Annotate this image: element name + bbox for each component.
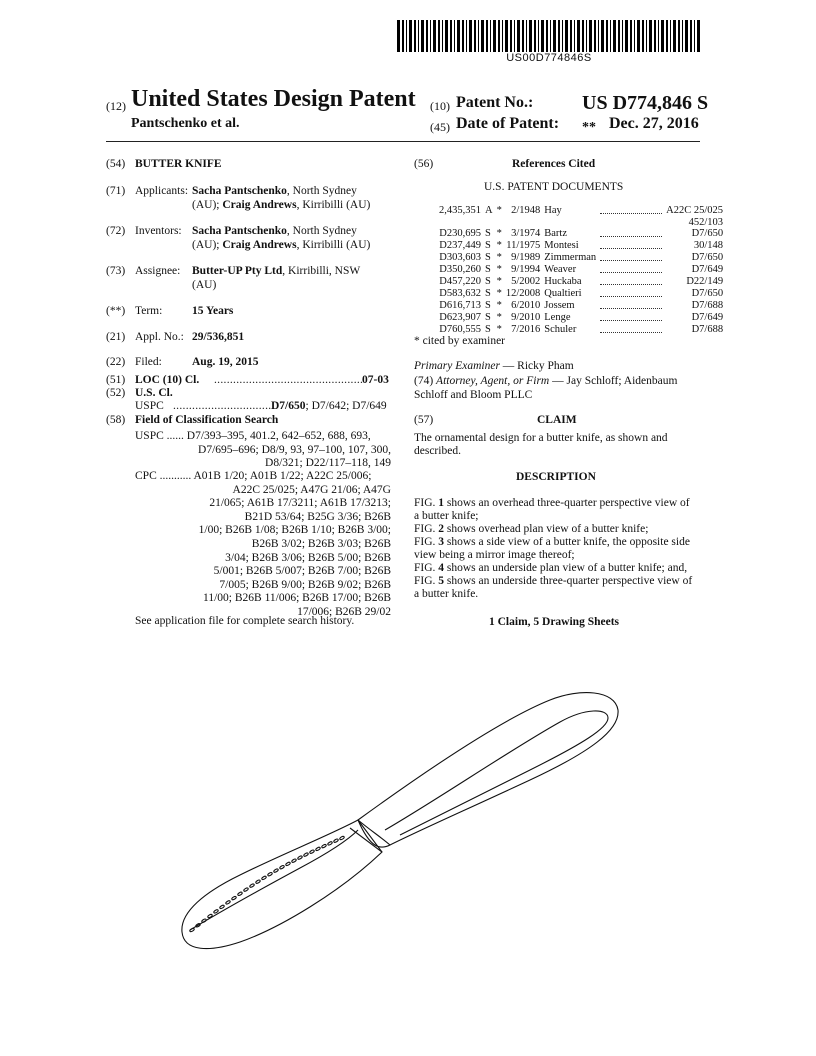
- barcode-bar: [490, 20, 491, 52]
- barcode-bar: [550, 20, 551, 52]
- reference-kind: S: [485, 240, 491, 251]
- barcode-bar: [433, 20, 436, 52]
- cpc-line: A22C 25/025; A47G 21/06; A47G: [232, 483, 391, 496]
- barcode-bar: [678, 20, 680, 52]
- reference-date: 7/2016: [511, 324, 541, 335]
- barcode-bar: [658, 20, 659, 52]
- authors: Pantschenko et al.: [131, 116, 240, 131]
- field-code-57: (57): [414, 414, 434, 426]
- barcode-bar: [666, 20, 668, 52]
- reference-leader: [598, 264, 664, 276]
- butter-knife-figure: [170, 680, 640, 980]
- barcode-bar: [493, 20, 496, 52]
- serration-tooth: [189, 928, 194, 932]
- reference-class: D22/149: [686, 276, 724, 287]
- barcode-bar: [606, 20, 608, 52]
- applicants-line-2: (AU); Craig Andrews, Kirribilli (AU): [192, 199, 371, 211]
- serration-tooth: [201, 918, 206, 922]
- inventors-line-1: Sacha Pantschenko, North Sydney: [192, 225, 357, 237]
- field-code-term: (**): [106, 305, 126, 317]
- reference-number: [437, 217, 483, 228]
- reference-date: 12/2008: [505, 288, 541, 299]
- date-term-marker: **: [582, 120, 596, 135]
- field-code-45: (45): [430, 120, 450, 134]
- reference-name: Lenge: [544, 312, 571, 323]
- barcode: [397, 20, 701, 52]
- serration-tooth: [291, 858, 296, 862]
- description-line: FIG. 2 shows overhead plan view of a butter knife;: [414, 523, 649, 535]
- cpc-line: CPC ........... A01B 1/20; A01B 1/22; A22C 25/006;: [135, 470, 372, 482]
- reference-number: D457,220: [439, 276, 481, 287]
- uspc-line: D8/321; D22/117–118, 149: [265, 457, 391, 470]
- field-code-73: (73): [106, 265, 126, 277]
- reference-number: D237,449: [439, 240, 481, 251]
- serration-tooth: [219, 905, 224, 909]
- reference-class: D7/688: [691, 300, 724, 311]
- reference-row: [437, 276, 725, 288]
- reference-class: D7/649: [691, 264, 724, 275]
- reference-date: 9/2010: [511, 312, 541, 323]
- field-search-label: Field of Classification Search: [135, 414, 279, 426]
- serration-tooth: [285, 862, 290, 866]
- serration-tooth: [249, 883, 254, 887]
- appl-no-value: 29/536,851: [192, 331, 245, 343]
- barcode-bar: [409, 20, 412, 52]
- barcode-bar: [630, 20, 632, 52]
- barcode-bar: [625, 20, 628, 52]
- field-code-71: (71): [106, 185, 126, 197]
- field-code-12: (12): [106, 99, 126, 113]
- reference-row: [437, 228, 725, 240]
- description-line: FIG. 1 shows an overhead three-quarter perspective view of: [414, 497, 690, 509]
- reference-number: D616,713: [439, 300, 481, 311]
- uspc-label: USPC: [135, 400, 164, 412]
- reference-row: [437, 240, 725, 252]
- barcode-bar: [565, 20, 568, 52]
- knife-handle-outline: [358, 693, 618, 848]
- barcode-bar: [426, 20, 428, 52]
- reference-name: Bartz: [544, 228, 568, 239]
- barcode-bar: [526, 20, 527, 52]
- reference-name: Schuler: [544, 324, 577, 335]
- barcode-bar: [414, 20, 416, 52]
- reference-kind: S: [485, 264, 491, 275]
- reference-kind: S: [485, 324, 491, 335]
- assignee-label: Assignee:: [135, 265, 181, 277]
- field-code-10: (10): [430, 99, 450, 113]
- serration-tooth: [333, 838, 338, 842]
- reference-number: D583,632: [439, 288, 481, 299]
- claims-sheets-summary: 1 Claim, 5 Drawing Sheets: [489, 616, 620, 628]
- serration-tooth: [321, 844, 326, 848]
- uspc-leader-dots: ...............................: [173, 400, 272, 412]
- cpc-line: 5/001; B26B 5/007; B26B 7/00; B26B: [213, 565, 391, 578]
- loc-label: LOC (10) Cl.: [135, 374, 200, 386]
- barcode-bar: [538, 20, 539, 52]
- barcode-bar: [654, 20, 656, 52]
- reference-leader: [598, 300, 664, 312]
- reference-date: 9/1989: [511, 252, 541, 263]
- reference-date: 5/2002: [511, 276, 541, 287]
- reference-row: [437, 205, 725, 217]
- reference-class: D7/650: [691, 288, 724, 299]
- barcode-bar: [646, 20, 647, 52]
- field-code-52: (52): [106, 387, 126, 399]
- knife-blade-outline: [182, 820, 382, 949]
- reference-star: *: [496, 264, 502, 275]
- references-title: References Cited: [512, 158, 596, 170]
- reference-number: D623,907: [439, 312, 481, 323]
- barcode-bar: [474, 20, 476, 52]
- description-line: FIG. 3 shows a side view of a butter knife, the opposite side: [414, 536, 690, 548]
- barcode-bar: [637, 20, 640, 52]
- barcode-bar: [462, 20, 464, 52]
- barcode-bar: [541, 20, 544, 52]
- serration-tooth: [327, 841, 332, 845]
- references-table: [437, 205, 725, 336]
- reference-date: 3/1974: [511, 228, 541, 239]
- loc-value: 07-03: [362, 374, 389, 386]
- serration-tooth: [309, 849, 314, 853]
- barcode-bar: [534, 20, 536, 52]
- field-code-58: (58): [106, 414, 126, 426]
- reference-leader: [598, 240, 664, 252]
- barcode-bar: [642, 20, 644, 52]
- barcode-bar: [622, 20, 623, 52]
- reference-date: [504, 217, 542, 228]
- reference-kind: S: [485, 276, 491, 287]
- barcode-bar: [486, 20, 488, 52]
- field-code-21: (21): [106, 331, 126, 343]
- reference-date: 6/2010: [511, 300, 541, 311]
- reference-name: Montesi: [544, 240, 579, 251]
- barcode-bar: [442, 20, 443, 52]
- barcode-bar: [685, 20, 688, 52]
- reference-star: *: [496, 205, 502, 216]
- claim-title: CLAIM: [537, 414, 577, 426]
- serration-tooth: [273, 868, 278, 872]
- barcode-bar: [397, 20, 400, 52]
- barcode-bar: [505, 20, 508, 52]
- barcode-bar: [418, 20, 419, 52]
- loc-leader-dots: ...............................................: [214, 374, 364, 386]
- barcode-bar: [529, 20, 532, 52]
- us-cl-label: U.S. Cl.: [135, 387, 173, 399]
- barcode-bar: [481, 20, 484, 52]
- barcode-bar: [510, 20, 512, 52]
- term-value: 15 Years: [192, 305, 234, 317]
- reference-star: *: [496, 288, 502, 299]
- reference-name: Hay: [544, 205, 562, 216]
- barcode-bar: [601, 20, 604, 52]
- reference-kind: A: [485, 205, 493, 216]
- barcode-bar: [697, 20, 700, 52]
- barcode-bar: [498, 20, 500, 52]
- barcode-bar: [634, 20, 635, 52]
- uspc-line: D7/695–696; D8/9, 93, 97–100, 107, 300,: [198, 443, 391, 456]
- reference-name: Huckaba: [544, 276, 582, 287]
- cpc-line: 17/006; B26B 29/02: [297, 606, 391, 618]
- barcode-bar: [438, 20, 440, 52]
- cpc-line: B26B 3/02; B26B 3/03; B26B: [251, 538, 391, 550]
- us-patent-docs-title: U.S. PATENT DOCUMENTS: [484, 181, 624, 193]
- reference-number: D350,260: [439, 264, 481, 275]
- reference-leader: [598, 276, 664, 288]
- reference-leader: [598, 312, 664, 324]
- serration-tooth: [237, 892, 242, 896]
- cpc-line: 21/065; A61B 17/3211; A61B 17/3213;: [209, 497, 391, 510]
- reference-kind: [483, 217, 495, 228]
- reference-kind: S: [485, 300, 491, 311]
- cpc-line: 7/005; B26B 9/00; B26B 9/02; B26B: [219, 578, 391, 591]
- barcode-bar: [502, 20, 503, 52]
- barcode-bar: [466, 20, 467, 52]
- serration-tooth: [279, 865, 284, 869]
- barcode-bar: [469, 20, 472, 52]
- barcode-bar: [577, 20, 580, 52]
- barcode-bar: [594, 20, 596, 52]
- reference-star: [495, 217, 504, 228]
- barcode-bar: [661, 20, 664, 52]
- reference-star: *: [496, 240, 502, 251]
- barcode-bar: [570, 20, 572, 52]
- reference-star: *: [496, 276, 502, 287]
- reference-class: D7/650: [691, 252, 724, 263]
- reference-kind: S: [485, 228, 491, 239]
- inventors-line-2: (AU); Craig Andrews, Kirribilli (AU): [192, 239, 371, 251]
- barcode-bar: [598, 20, 599, 52]
- barcode-bar: [670, 20, 671, 52]
- reference-row: [437, 312, 725, 324]
- filed-value: Aug. 19, 2015: [192, 356, 259, 368]
- reference-star: *: [496, 312, 502, 323]
- barcode-bar: [478, 20, 479, 52]
- reference-kind: S: [485, 312, 491, 323]
- reference-leader: [598, 217, 664, 228]
- reference-kind: S: [485, 288, 491, 299]
- description-line: a butter knife.: [414, 588, 479, 600]
- reference-name: Qualtieri: [544, 288, 582, 299]
- claim-text: The ornamental design for a butter knife, as shown and described.: [414, 432, 668, 457]
- attorney-line-1: (74) Attorney, Agent, or Firm — Jay Schloff; Aidenbaum: [414, 375, 678, 387]
- barcode-bar: [522, 20, 524, 52]
- barcode-number: US00D774846S: [506, 52, 592, 64]
- date-label: Date of Patent:: [456, 115, 560, 132]
- barcode-bar: [421, 20, 424, 52]
- design-title: BUTTER KNIFE: [135, 158, 222, 170]
- reference-star: *: [496, 300, 502, 311]
- reference-leader: [598, 324, 664, 336]
- barcode-bar: [682, 20, 683, 52]
- assignee-line-2: (AU): [192, 279, 217, 291]
- inventors-label: Inventors:: [135, 225, 182, 237]
- barcode-bar: [649, 20, 652, 52]
- reference-class: A22C 25/025: [666, 205, 724, 216]
- search-history-note: See application file for complete search history.: [135, 615, 355, 627]
- barcode-bar: [454, 20, 455, 52]
- barcode-bar: [406, 20, 407, 52]
- field-code-54: (54): [106, 158, 126, 170]
- field-code-56: (56): [414, 158, 434, 170]
- reference-name: Zimmerman: [544, 252, 597, 263]
- serration-tooth: [303, 852, 308, 856]
- reference-name: [542, 217, 598, 228]
- assignee-line-1: Butter-UP Pty Ltd, Kirribilli, NSW: [192, 265, 361, 277]
- applicants-label: Applicants:: [135, 185, 189, 197]
- barcode-bar: [558, 20, 560, 52]
- primary-examiner: Primary Examiner — Ricky Pham: [414, 360, 574, 372]
- reference-leader: [598, 205, 664, 217]
- barcode-bar: [553, 20, 556, 52]
- description-text: [414, 497, 704, 601]
- reference-leader: [598, 288, 664, 300]
- field-code-22: (22): [106, 356, 126, 368]
- reference-leader: [598, 252, 664, 264]
- serration-tooth: [243, 887, 248, 891]
- serration-tooth: [225, 900, 230, 904]
- barcode-bar: [613, 20, 616, 52]
- reference-class: D7/688: [691, 324, 724, 335]
- knife-handle-inner: [385, 711, 608, 835]
- barcode-bar: [694, 20, 695, 52]
- barcode-bar: [546, 20, 548, 52]
- serration-tooth: [255, 879, 260, 883]
- patent-number: US D774,846 S: [582, 92, 709, 114]
- field-code-72: (72): [106, 225, 126, 237]
- filed-label: Filed:: [135, 356, 162, 368]
- uspc-line: USPC ...... D7/393–395, 401.2, 642–652, 688, 693,: [135, 430, 371, 442]
- term-label: Term:: [135, 305, 163, 317]
- barcode-bar: [430, 20, 431, 52]
- reference-name: Weaver: [544, 264, 577, 275]
- barcode-bar: [690, 20, 692, 52]
- reference-row: [437, 264, 725, 276]
- applicants-line-1: Sacha Pantschenko, North Sydney: [192, 185, 357, 197]
- reference-row: [437, 288, 725, 300]
- serration-tooth: [231, 896, 236, 900]
- description-line: a butter knife;: [414, 510, 479, 522]
- description-line: view being a mirror image thereof;: [414, 549, 575, 561]
- patent-number-label: Patent No.:: [456, 94, 534, 111]
- barcode-bar: [402, 20, 404, 52]
- serration-tooth: [213, 909, 218, 913]
- serration-tooth: [261, 876, 266, 880]
- reference-kind: S: [485, 252, 491, 263]
- reference-star: *: [496, 252, 502, 263]
- serration-tooth: [297, 855, 302, 859]
- reference-number: 2,435,351: [439, 205, 481, 216]
- cpc-line: 1/00; B26B 1/08; B26B 1/10; B26B 3/00;: [198, 524, 391, 537]
- reference-row: [437, 300, 725, 312]
- barcode-bar: [450, 20, 452, 52]
- knife-serrations: [189, 836, 344, 932]
- reference-row: [437, 217, 725, 228]
- reference-row: [437, 252, 725, 264]
- cpc-line: 3/04; B26B 3/06; B26B 5/00; B26B: [225, 551, 391, 564]
- barcode-bar: [517, 20, 520, 52]
- serration-tooth: [315, 847, 320, 851]
- barcode-bar: [514, 20, 515, 52]
- reference-class: D7/650: [691, 228, 724, 239]
- field-code-51: (51): [106, 374, 126, 386]
- reference-name: Jossem: [544, 300, 575, 311]
- patent-date: Dec. 27, 2016: [609, 115, 699, 132]
- barcode-bar: [673, 20, 676, 52]
- reference-date: 2/1948: [511, 205, 541, 216]
- document-title: United States Design Patent: [131, 86, 416, 112]
- reference-class: 452/103: [688, 217, 724, 228]
- reference-number: D303,603: [439, 252, 481, 263]
- reference-date: 11/1975: [506, 240, 541, 251]
- reference-star: *: [496, 228, 502, 239]
- barcode-bar: [457, 20, 460, 52]
- cpc-line: B21D 53/64; B25G 3/36; B26B: [244, 510, 391, 523]
- header-divider: [106, 141, 700, 142]
- reference-number: D760,555: [439, 324, 481, 335]
- barcode-bar: [574, 20, 575, 52]
- appl-no-label: Appl. No.:: [135, 331, 184, 343]
- uspc-value: D7/650; D7/642; D7/649: [271, 400, 387, 412]
- barcode-bar: [562, 20, 563, 52]
- knife-blade-edge: [190, 830, 358, 930]
- reference-date: 9/1994: [511, 264, 541, 275]
- cpc-line: 11/00; B26B 11/006; B26B 17/00; B26B: [203, 592, 391, 605]
- cited-by-examiner-note: * cited by examiner: [414, 335, 506, 347]
- barcode-bar: [610, 20, 611, 52]
- barcode-bar: [618, 20, 620, 52]
- barcode-bar: [589, 20, 592, 52]
- reference-number: D230,695: [439, 228, 481, 239]
- description-line: FIG. 5 shows an underside three-quarter perspective view of: [414, 575, 693, 587]
- serration-tooth: [267, 872, 272, 876]
- barcode-bar: [582, 20, 584, 52]
- description-title: DESCRIPTION: [516, 471, 596, 483]
- reference-star: *: [496, 324, 502, 335]
- description-line: FIG. 4 shows an underside plan view of a butter knife; and,: [414, 562, 688, 574]
- barcode-bar: [445, 20, 448, 52]
- serration-tooth: [339, 836, 344, 840]
- reference-class: D7/649: [691, 312, 724, 323]
- reference-class: 30/148: [693, 240, 724, 251]
- barcode-bar: [586, 20, 587, 52]
- attorney-line-2: Schloff and Bloom PLLC: [414, 389, 533, 401]
- reference-leader: [598, 228, 664, 240]
